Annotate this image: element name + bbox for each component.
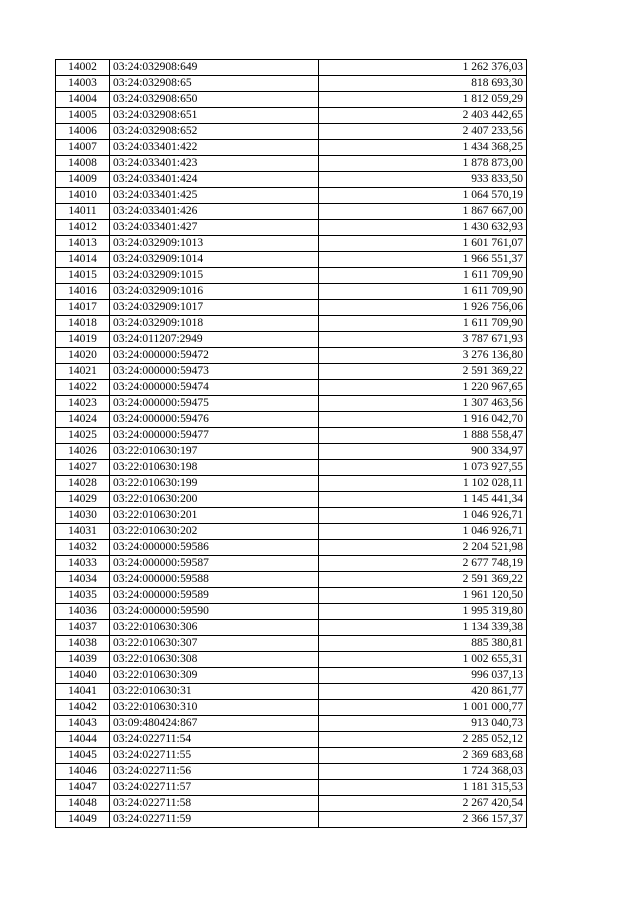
cadastral-number-cell: 03:24:033401:424	[110, 172, 319, 188]
cadastral-value-cell: 1 220 967,65	[319, 380, 527, 396]
table-row	[56, 636, 527, 652]
cadastral-number-cell: 03:24:000000:59587	[110, 556, 319, 572]
table-row	[56, 332, 527, 348]
row-number-cell: 14014	[56, 252, 110, 268]
cadastral-value-cell: 1 102 028,11	[319, 476, 527, 492]
row-number-cell: 14022	[56, 380, 110, 396]
cadastral-number-cell: 03:24:022711:55	[110, 748, 319, 764]
cadastral-number-cell: 03:24:032909:1014	[110, 252, 319, 268]
cadastral-number-cell: 03:24:032909:1013	[110, 236, 319, 252]
row-number-cell: 14013	[56, 236, 110, 252]
cadastral-value-cell: 1 916 042,70	[319, 412, 527, 428]
table-row	[56, 140, 527, 156]
row-number-cell: 14040	[56, 668, 110, 684]
cadastral-number-cell: 03:22:010630:202	[110, 524, 319, 540]
table-row	[56, 124, 527, 140]
cadastral-number-cell: 03:24:032908:65	[110, 76, 319, 92]
table-row	[56, 556, 527, 572]
table-row	[56, 716, 527, 732]
table-row	[56, 700, 527, 716]
row-number-cell: 14035	[56, 588, 110, 604]
cadastral-value-cell: 1 002 655,31	[319, 652, 527, 668]
cadastral-number-cell: 03:24:022711:58	[110, 796, 319, 812]
cadastral-value-cell: 1 064 570,19	[319, 188, 527, 204]
row-number-cell: 14034	[56, 572, 110, 588]
cadastral-number-cell: 03:24:000000:59474	[110, 380, 319, 396]
cadastral-number-cell: 03:24:032909:1016	[110, 284, 319, 300]
table-row	[56, 764, 527, 780]
table-row	[56, 476, 527, 492]
cadastral-number-cell: 03:24:000000:59475	[110, 396, 319, 412]
cadastral-value-cell: 933 833,50	[319, 172, 527, 188]
cadastral-value-cell: 420 861,77	[319, 684, 527, 700]
table-row	[56, 364, 527, 380]
table-row	[56, 796, 527, 812]
row-number-cell: 14041	[56, 684, 110, 700]
row-number-cell: 14006	[56, 124, 110, 140]
row-number-cell: 14042	[56, 700, 110, 716]
table-row	[56, 428, 527, 444]
row-number-cell: 14020	[56, 348, 110, 364]
row-number-cell: 14018	[56, 316, 110, 332]
table-row	[56, 60, 527, 76]
cadastral-value-cell: 1 995 319,80	[319, 604, 527, 620]
row-number-cell: 14021	[56, 364, 110, 380]
cadastral-number-cell: 03:24:032908:651	[110, 108, 319, 124]
cadastral-number-cell: 03:24:011207:2949	[110, 332, 319, 348]
row-number-cell: 14045	[56, 748, 110, 764]
table-row	[56, 284, 527, 300]
cadastral-value-table	[55, 59, 527, 828]
row-number-cell: 14032	[56, 540, 110, 556]
cadastral-number-cell: 03:22:010630:200	[110, 492, 319, 508]
row-number-cell: 14012	[56, 220, 110, 236]
table-row	[56, 748, 527, 764]
table-row	[56, 732, 527, 748]
cadastral-value-cell: 1 046 926,71	[319, 508, 527, 524]
table-row	[56, 540, 527, 556]
cadastral-number-cell: 03:24:033401:425	[110, 188, 319, 204]
cadastral-number-cell: 03:24:032909:1015	[110, 268, 319, 284]
table-row	[56, 236, 527, 252]
row-number-cell: 14048	[56, 796, 110, 812]
row-number-cell: 14030	[56, 508, 110, 524]
cadastral-number-cell: 03:24:000000:59590	[110, 604, 319, 620]
cadastral-number-cell: 03:24:032909:1017	[110, 300, 319, 316]
table-body	[56, 60, 527, 828]
table-row	[56, 524, 527, 540]
table-row	[56, 492, 527, 508]
row-number-cell: 14011	[56, 204, 110, 220]
cadastral-number-cell: 03:22:010630:308	[110, 652, 319, 668]
table-row	[56, 652, 527, 668]
cadastral-value-cell: 2 677 748,19	[319, 556, 527, 572]
row-number-cell: 14038	[56, 636, 110, 652]
cadastral-value-cell: 1 307 463,56	[319, 396, 527, 412]
cadastral-value-cell: 2 591 369,22	[319, 364, 527, 380]
cadastral-value-cell: 2 369 683,68	[319, 748, 527, 764]
row-number-cell: 14009	[56, 172, 110, 188]
cadastral-number-cell: 03:24:000000:59588	[110, 572, 319, 588]
row-number-cell: 14039	[56, 652, 110, 668]
cadastral-value-cell: 900 334,97	[319, 444, 527, 460]
cadastral-value-cell: 1 001 000,77	[319, 700, 527, 716]
table-row	[56, 156, 527, 172]
cadastral-number-cell: 03:24:032908:650	[110, 92, 319, 108]
cadastral-number-cell: 03:24:032909:1018	[110, 316, 319, 332]
table-row	[56, 604, 527, 620]
cadastral-value-cell: 885 380,81	[319, 636, 527, 652]
cadastral-number-cell: 03:24:000000:59589	[110, 588, 319, 604]
cadastral-number-cell: 03:22:010630:310	[110, 700, 319, 716]
table-row	[56, 780, 527, 796]
cadastral-number-cell: 03:09:480424:867	[110, 716, 319, 732]
table-row	[56, 188, 527, 204]
row-number-cell: 14031	[56, 524, 110, 540]
table-row	[56, 572, 527, 588]
cadastral-value-cell: 1 867 667,00	[319, 204, 527, 220]
cadastral-number-cell: 03:24:032908:649	[110, 60, 319, 76]
row-number-cell: 14024	[56, 412, 110, 428]
cadastral-number-cell: 03:24:022711:56	[110, 764, 319, 780]
cadastral-number-cell: 03:24:033401:427	[110, 220, 319, 236]
cadastral-value-cell: 1 878 873,00	[319, 156, 527, 172]
cadastral-value-cell: 2 267 420,54	[319, 796, 527, 812]
cadastral-number-cell: 03:24:022711:59	[110, 812, 319, 828]
row-number-cell: 14046	[56, 764, 110, 780]
cadastral-value-cell: 2 407 233,56	[319, 124, 527, 140]
cadastral-value-cell: 1 145 441,34	[319, 492, 527, 508]
cadastral-value-cell: 1 134 339,38	[319, 620, 527, 636]
cadastral-number-cell: 03:24:022711:54	[110, 732, 319, 748]
row-number-cell: 14010	[56, 188, 110, 204]
cadastral-value-cell: 996 037,13	[319, 668, 527, 684]
row-number-cell: 14008	[56, 156, 110, 172]
row-number-cell: 14019	[56, 332, 110, 348]
cadastral-number-cell: 03:22:010630:307	[110, 636, 319, 652]
cadastral-value-cell: 1 812 059,29	[319, 92, 527, 108]
row-number-cell: 14028	[56, 476, 110, 492]
cadastral-number-cell: 03:24:022711:57	[110, 780, 319, 796]
cadastral-value-cell: 2 285 052,12	[319, 732, 527, 748]
row-number-cell: 14044	[56, 732, 110, 748]
cadastral-value-cell: 1 046 926,71	[319, 524, 527, 540]
table-row	[56, 108, 527, 124]
table-row	[56, 588, 527, 604]
cadastral-number-cell: 03:24:000000:59473	[110, 364, 319, 380]
row-number-cell: 14002	[56, 60, 110, 76]
cadastral-value-cell: 818 693,30	[319, 76, 527, 92]
cadastral-value-cell: 913 040,73	[319, 716, 527, 732]
cadastral-number-cell: 03:24:000000:59477	[110, 428, 319, 444]
cadastral-number-cell: 03:22:010630:31	[110, 684, 319, 700]
cadastral-value-cell: 1 961 120,50	[319, 588, 527, 604]
table-row	[56, 204, 527, 220]
row-number-cell: 14007	[56, 140, 110, 156]
table-row	[56, 460, 527, 476]
cadastral-number-cell: 03:22:010630:306	[110, 620, 319, 636]
table-row	[56, 380, 527, 396]
cadastral-value-cell: 1 926 756,06	[319, 300, 527, 316]
cadastral-value-cell: 2 366 157,37	[319, 812, 527, 828]
cadastral-number-cell: 03:22:010630:197	[110, 444, 319, 460]
table-row	[56, 300, 527, 316]
cadastral-value-cell: 1 611 709,90	[319, 316, 527, 332]
table-row	[56, 444, 527, 460]
row-number-cell: 14026	[56, 444, 110, 460]
cadastral-number-cell: 03:22:010630:201	[110, 508, 319, 524]
row-number-cell: 14043	[56, 716, 110, 732]
row-number-cell: 14025	[56, 428, 110, 444]
row-number-cell: 14033	[56, 556, 110, 572]
table-row	[56, 812, 527, 828]
cadastral-value-cell: 1 601 761,07	[319, 236, 527, 252]
table-row	[56, 620, 527, 636]
table-row	[56, 92, 527, 108]
table-row	[56, 684, 527, 700]
cadastral-value-cell: 2 591 369,22	[319, 572, 527, 588]
cadastral-value-cell: 1 611 709,90	[319, 268, 527, 284]
table-row	[56, 268, 527, 284]
cadastral-number-cell: 03:24:000000:59476	[110, 412, 319, 428]
cadastral-number-cell: 03:24:033401:422	[110, 140, 319, 156]
row-number-cell: 14049	[56, 812, 110, 828]
row-number-cell: 14003	[56, 76, 110, 92]
cadastral-value-cell: 1 724 368,03	[319, 764, 527, 780]
table-row	[56, 508, 527, 524]
table-row	[56, 172, 527, 188]
row-number-cell: 14037	[56, 620, 110, 636]
cadastral-number-cell: 03:22:010630:199	[110, 476, 319, 492]
cadastral-value-cell: 1 181 315,53	[319, 780, 527, 796]
cadastral-value-cell: 1 430 632,93	[319, 220, 527, 236]
cadastral-value-cell: 3 276 136,80	[319, 348, 527, 364]
row-number-cell: 14017	[56, 300, 110, 316]
cadastral-value-cell: 1 434 368,25	[319, 140, 527, 156]
cadastral-number-cell: 03:24:000000:59586	[110, 540, 319, 556]
cadastral-number-cell: 03:24:000000:59472	[110, 348, 319, 364]
row-number-cell: 14005	[56, 108, 110, 124]
table-row	[56, 396, 527, 412]
cadastral-value-cell: 2 204 521,98	[319, 540, 527, 556]
row-number-cell: 14036	[56, 604, 110, 620]
table-row	[56, 252, 527, 268]
row-number-cell: 14029	[56, 492, 110, 508]
cadastral-number-cell: 03:22:010630:198	[110, 460, 319, 476]
row-number-cell: 14023	[56, 396, 110, 412]
row-number-cell: 14004	[56, 92, 110, 108]
table-row	[56, 348, 527, 364]
cadastral-value-cell: 1 888 558,47	[319, 428, 527, 444]
row-number-cell: 14015	[56, 268, 110, 284]
table-row	[56, 76, 527, 92]
row-number-cell: 14047	[56, 780, 110, 796]
row-number-cell: 14027	[56, 460, 110, 476]
cadastral-value-cell: 3 787 671,93	[319, 332, 527, 348]
cadastral-value-cell: 1 966 551,37	[319, 252, 527, 268]
cadastral-value-cell: 2 403 442,65	[319, 108, 527, 124]
table-row	[56, 220, 527, 236]
cadastral-value-cell: 1 611 709,90	[319, 284, 527, 300]
row-number-cell: 14016	[56, 284, 110, 300]
cadastral-number-cell: 03:24:032908:652	[110, 124, 319, 140]
cadastral-value-cell: 1 073 927,55	[319, 460, 527, 476]
cadastral-number-cell: 03:24:033401:426	[110, 204, 319, 220]
table-row	[56, 412, 527, 428]
table-row	[56, 316, 527, 332]
cadastral-number-cell: 03:24:033401:423	[110, 156, 319, 172]
table-row	[56, 668, 527, 684]
cadastral-number-cell: 03:22:010630:309	[110, 668, 319, 684]
cadastral-value-cell: 1 262 376,03	[319, 60, 527, 76]
